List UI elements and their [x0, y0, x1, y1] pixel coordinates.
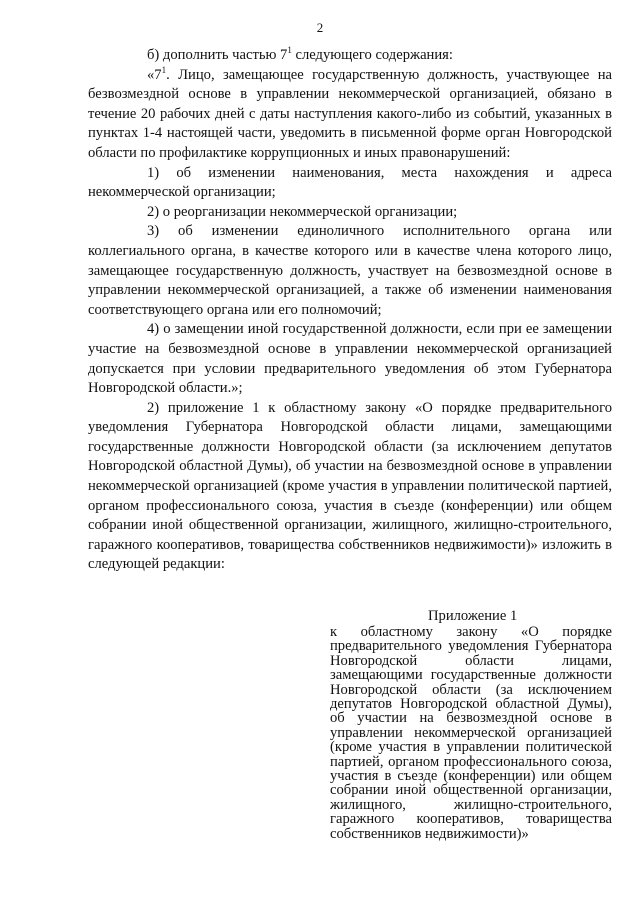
paragraph-text: «7 — [147, 66, 162, 83]
page-number: 2 — [316, 20, 324, 35]
superscript: 1 — [287, 45, 292, 56]
paragraph-text: . Лицо, замещающее государственную должность, участвующее на безвозмездной основе в управлении некоммерческой организацией, обязано в течение 20 рабочих дней с даты наступления какого-либо из событий, указанных в пунктах 1-4 настоящей части, уведомить в письменной форме орган Новгородской области по профилактике коррупционных и иных правонарушений: — [88, 66, 612, 161]
paragraph-item-1: 1) об изменении наименования, места нахождения и адреса некоммерческой организации; — [88, 164, 612, 201]
appendix-title: Приложение 1 — [428, 608, 518, 624]
paragraph-part-7-1 — [88, 66, 612, 164]
paragraph-text: б) дополнить частью 7 — [147, 47, 288, 63]
paragraph-amendment-intro — [88, 46, 612, 66]
appendix-text: к областному закону «О порядке предварительного уведомления Губернатора Новгородской области лицами, замещающими государственные должности Новгородской области (за исключением депутатов Новгородской областной Думы), об участии на безвозмездной основе в управлении некоммерческой организацией (кроме участия в управлении политической партией, органом профессионального союза, участия в съезде (конференции) или общем собрании иной общественной организации, жилищного, жилищно-строительного, гаражного кооперативов, товарищества собственников недвижимости)» — [330, 624, 612, 842]
appendix-block — [330, 608, 612, 841]
paragraph-item-3: 3) об изменении единоличного исполнительного органа или коллегиального органа, в качестве которого или в качестве члена которого лицо, замещающее государственную должность, участвует на безвозмездной основе в управлении некоммерческой организацией, а также об изменении наименования соответствующего органа или его полномочий; — [88, 223, 612, 318]
paragraph-appendix-amendment: 2) приложение 1 к областному закону «О порядке предварительного уведомления Губернатора Новгородской области лицами, замещающими государственные должности Новгородской области (за исключением депутатов Новгородской областной Думы), об участии на безвозмездной основе в управлении некоммерческой организацией (кроме участия в управлении политической партией, органом профессионального союза, участия в съезде (конференции) или общем собрании иной общественной организации, жилищного, жилищно-строительного, гаражного кооперативов, товарищества собственников недвижимости)» изложить в следующей редакции: — [88, 399, 612, 573]
paragraph-text: следующего содержания: — [291, 47, 453, 63]
paragraph-item-4: 4) о замещении иной государственной должности, если при ее замещении участие на безвозмездной основе в управлении некоммерческой организацией допускается при условии предварительного уведомления об этом Губернатора Новгородской области.»; — [88, 321, 612, 397]
document-body — [88, 46, 612, 575]
superscript: 1 — [161, 64, 167, 75]
paragraph-item-2: 2) о реорганизации некоммерческой организации; — [147, 203, 458, 220]
